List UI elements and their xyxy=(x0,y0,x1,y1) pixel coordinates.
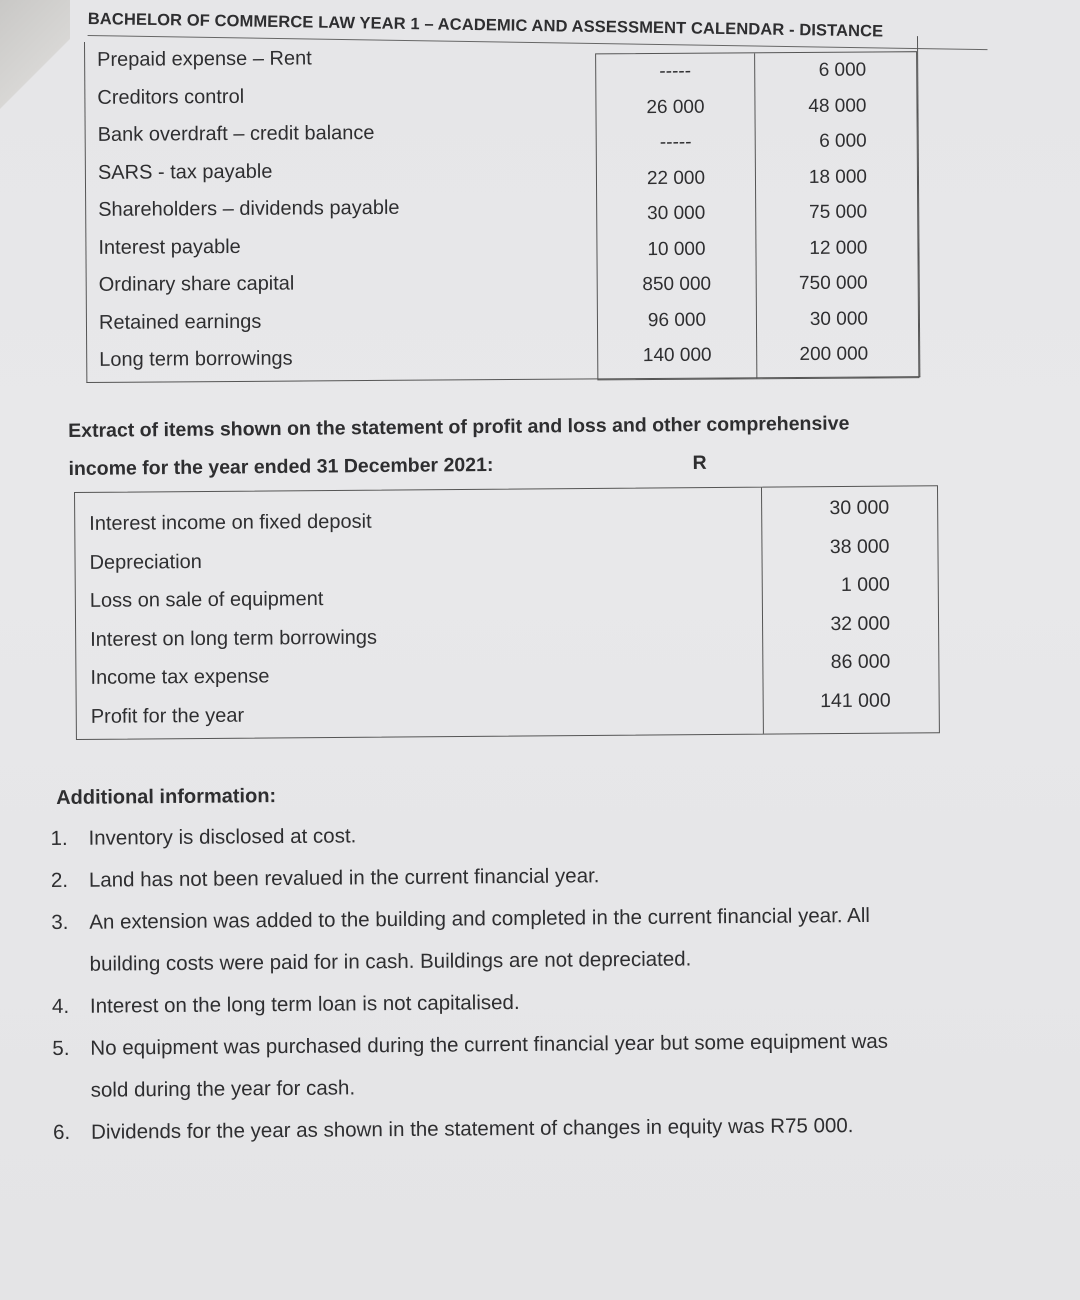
item-text: An extension was added to the building and completed in the current financial year. All xyxy=(89,903,870,934)
extract-title-line2: income for the year ended 31 December 2021: xyxy=(68,453,494,480)
balance-value: 850 000 xyxy=(642,273,712,296)
item-text: Inventory is disclosed at cost. xyxy=(88,824,357,850)
balance-labels xyxy=(97,38,599,379)
item-number: 5. xyxy=(52,1036,70,1061)
item-number: 1. xyxy=(50,826,68,851)
item-text: Interest on the long term loan is not capitalised. xyxy=(89,990,520,1018)
balance-col-2021 xyxy=(596,53,756,374)
balance-label: Ordinary share capital xyxy=(98,272,295,296)
balance-values-box xyxy=(595,51,919,380)
balance-value: 10 000 xyxy=(647,238,706,260)
extract-title xyxy=(68,403,1009,488)
balance-value: ----- xyxy=(659,131,692,153)
balance-label: Prepaid expense – Rent xyxy=(97,47,312,71)
item-text: building costs were paid for in cash. Buildings are not depreciated. xyxy=(89,947,692,976)
balance-value: 75 000 xyxy=(809,201,868,223)
item-text: sold during the year for cash. xyxy=(90,1076,356,1102)
profit-loss-value: 30 000 xyxy=(829,496,890,520)
profit-loss-value: 1 000 xyxy=(840,573,890,596)
profit-loss-label: Interest income on fixed deposit xyxy=(89,510,372,535)
balance-label: Interest payable xyxy=(98,235,241,259)
additional-information xyxy=(50,769,1039,1154)
balance-value: 26 000 xyxy=(646,96,705,118)
currency-label: R xyxy=(692,451,707,475)
profit-loss-labels xyxy=(89,503,378,736)
list-item xyxy=(52,1103,1039,1154)
item-number: 4. xyxy=(51,994,70,1019)
item-text: No equipment was purchased during the current financial year but some equipment was xyxy=(90,1029,889,1060)
item-number: 6. xyxy=(52,1120,71,1145)
balance-value: 48 000 xyxy=(808,95,867,117)
profit-loss-values xyxy=(763,488,937,720)
item-number: 3. xyxy=(51,910,69,935)
balance-value: 6 000 xyxy=(818,59,867,81)
balance-label: Creditors control xyxy=(97,85,245,109)
profit-loss-label: Profit for the year xyxy=(90,704,245,728)
folded-corner xyxy=(0,0,70,110)
balance-table xyxy=(84,36,920,383)
profit-loss-table xyxy=(74,485,940,740)
balance-value: 18 000 xyxy=(808,166,868,188)
balance-label: Shareholders – dividends payable xyxy=(98,196,400,221)
additional-list xyxy=(50,809,1039,1154)
balance-value: 30 000 xyxy=(647,202,706,225)
balance-value: 750 000 xyxy=(798,272,868,295)
balance-value: 96 000 xyxy=(647,309,707,331)
profit-loss-value: 141 000 xyxy=(820,689,891,712)
balance-value: 12 000 xyxy=(809,237,868,259)
item-text: Dividends for the year as shown in the statement of changes in equity was R75 000. xyxy=(90,1114,854,1144)
balance-label: Retained earnings xyxy=(98,310,262,334)
balance-value: 200 000 xyxy=(799,343,869,366)
profit-loss-value: 38 000 xyxy=(829,535,890,558)
balance-value: ----- xyxy=(659,60,692,82)
balance-value: 140 000 xyxy=(642,344,712,367)
balance-label: Long term borrowings xyxy=(99,347,293,371)
balance-value: 22 000 xyxy=(646,167,706,189)
document-header: BACHELOR OF COMMERCE LAW YEAR 1 – ACADEMIC AND ASSESSMENT CALENDAR - DISTANCE xyxy=(88,10,988,50)
balance-label: Bank overdraft – credit balance xyxy=(97,121,375,146)
item-number: 2. xyxy=(50,868,69,893)
balance-label: SARS - tax payable xyxy=(97,160,273,184)
additional-heading: Additional information: xyxy=(56,785,277,809)
profit-loss-value: 86 000 xyxy=(830,650,891,674)
profit-loss-label: Depreciation xyxy=(89,550,202,574)
balance-value: 30 000 xyxy=(809,308,869,330)
profit-loss-label: Income tax expense xyxy=(90,665,270,689)
item-text: Land has not been revalued in the current financial year. xyxy=(88,864,600,892)
profit-loss-label: Loss on sale of equipment xyxy=(89,588,324,612)
profit-loss-value: 32 000 xyxy=(830,612,891,635)
extract-title-line1: Extract of items shown on the statement of profit and loss and other comprehensive xyxy=(68,412,850,442)
balance-value: 6 000 xyxy=(819,130,867,152)
profit-loss-label: Interest on long term borrowings xyxy=(90,626,378,651)
balance-col-2020 xyxy=(756,52,916,373)
